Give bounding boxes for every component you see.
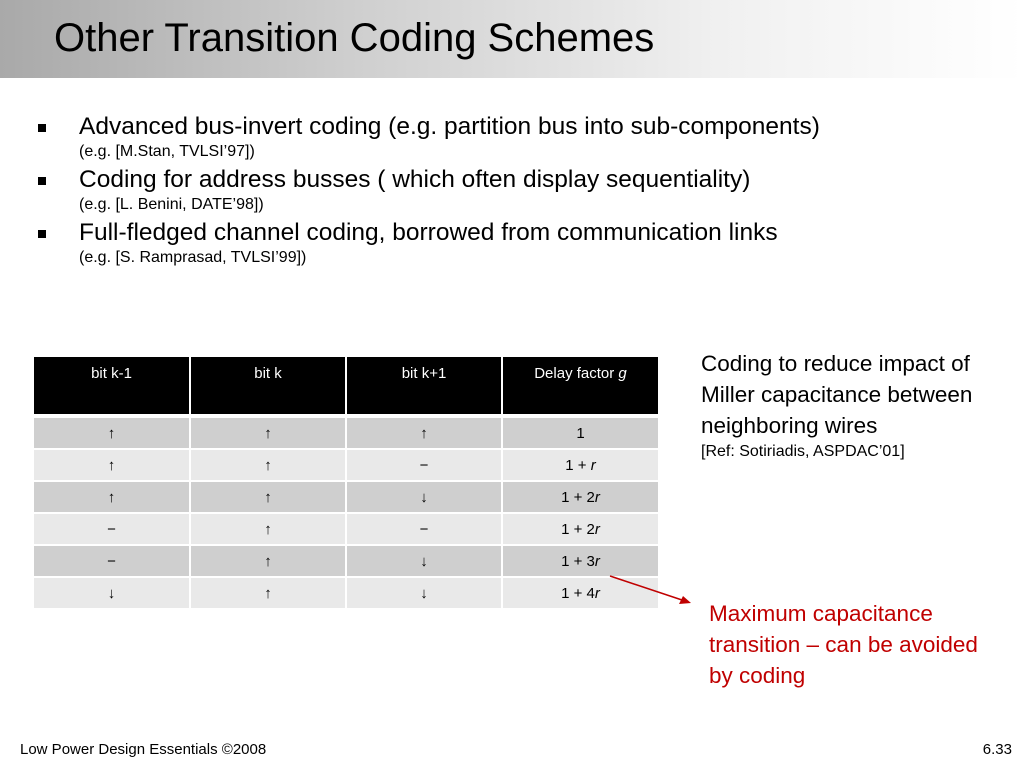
bullet-item [36, 218, 996, 268]
table-row [34, 513, 658, 545]
delay-factor-table [34, 357, 658, 610]
side-note [701, 348, 1001, 463]
cell-bit-k-minus-1: ↑ [34, 449, 190, 481]
cell-bit-k: ↑ [190, 545, 346, 577]
cell-bit-k: ↑ [190, 449, 346, 481]
header-delay-label: Delay factor [534, 365, 619, 382]
bullet-text: Full-fledged channel coding, borrowed from communication links [79, 219, 778, 246]
cell-bit-k-plus-1: ↓ [346, 577, 502, 609]
footer-copyright: Low Power Design Essentials ©2008 [20, 741, 267, 758]
cell-bit-k-plus-1: ↓ [346, 481, 502, 513]
bullet-text: Advanced bus-invert coding (e.g. partition bus into sub-components) [79, 113, 820, 140]
cell-bit-k-minus-1: ↑ [34, 416, 190, 449]
cell-bit-k-plus-1: ↑ [346, 416, 502, 449]
table-row [34, 577, 658, 609]
cell-bit-k-plus-1: − [346, 449, 502, 481]
cell-bit-k-minus-1: ↑ [34, 481, 190, 513]
slide-number: 6.33 [982, 741, 1012, 758]
delay-coefficient: 1 [576, 424, 585, 442]
delay-variable: r [594, 584, 600, 602]
table-row [34, 449, 658, 481]
delay-coefficient: 1 + 2 [561, 488, 595, 506]
cell-delay-factor [502, 416, 658, 449]
cell-bit-k-minus-1: ↓ [34, 577, 190, 609]
delay-variable: r [594, 520, 600, 538]
square-bullet-icon [38, 177, 46, 185]
slide-title: Other Transition Coding Schemes [54, 16, 655, 60]
cell-bit-k: ↑ [190, 416, 346, 449]
delay-variable: r [590, 456, 596, 474]
bullet-reference: (e.g. [M.Stan, TVLSI’97]) [79, 143, 255, 160]
header-delay-factor [502, 357, 658, 416]
cell-bit-k: ↑ [190, 513, 346, 545]
square-bullet-icon [38, 124, 46, 132]
cell-bit-k-minus-1: − [34, 513, 190, 545]
cell-bit-k: ↑ [190, 481, 346, 513]
bullet-reference: (e.g. [L. Benini, DATE’98]) [79, 196, 264, 213]
bullet-list [36, 112, 996, 271]
table-row [34, 416, 658, 449]
bullet-reference: (e.g. [S. Ramprasad, TVLSI’99]) [79, 249, 307, 266]
cell-bit-k-plus-1: ↓ [346, 545, 502, 577]
cell-bit-k-plus-1: − [346, 513, 502, 545]
cell-delay-factor [502, 449, 658, 481]
delay-coefficient: 1 + 2 [561, 520, 595, 538]
header-bit-k-plus-1: bit k+1 [346, 357, 502, 416]
title-bar [0, 0, 1024, 78]
header-bit-k-minus-1: bit k-1 [34, 357, 190, 416]
header-bit-k: bit k [190, 357, 346, 416]
delay-coefficient: 1 + 4 [561, 584, 595, 602]
table-row [34, 481, 658, 513]
bullet-item [36, 112, 996, 162]
table-header-row [34, 357, 658, 416]
side-note-reference: [Ref: Sotiriadis, ASPDAC’01] [701, 443, 905, 460]
header-delay-variable: g [618, 365, 627, 382]
cell-bit-k-minus-1: − [34, 545, 190, 577]
cell-delay-factor [502, 545, 658, 577]
delay-coefficient: 1 + 3 [561, 552, 595, 570]
square-bullet-icon [38, 230, 46, 238]
max-capacitance-note: Maximum capacitance transition – can be avoided by coding [709, 601, 978, 688]
side-note-text: Coding to reduce impact of Miller capacitance between neighboring wires [701, 351, 973, 438]
cell-delay-factor [502, 513, 658, 545]
delay-coefficient: 1 + [565, 456, 591, 474]
bullet-item [36, 165, 996, 215]
cell-bit-k: ↑ [190, 577, 346, 609]
table-row [34, 545, 658, 577]
delay-variable: r [594, 552, 600, 570]
cell-delay-factor [502, 577, 658, 609]
delay-variable: r [594, 488, 600, 506]
bullet-text: Coding for address busses ( which often display sequentiality) [79, 166, 751, 193]
cell-delay-factor [502, 481, 658, 513]
